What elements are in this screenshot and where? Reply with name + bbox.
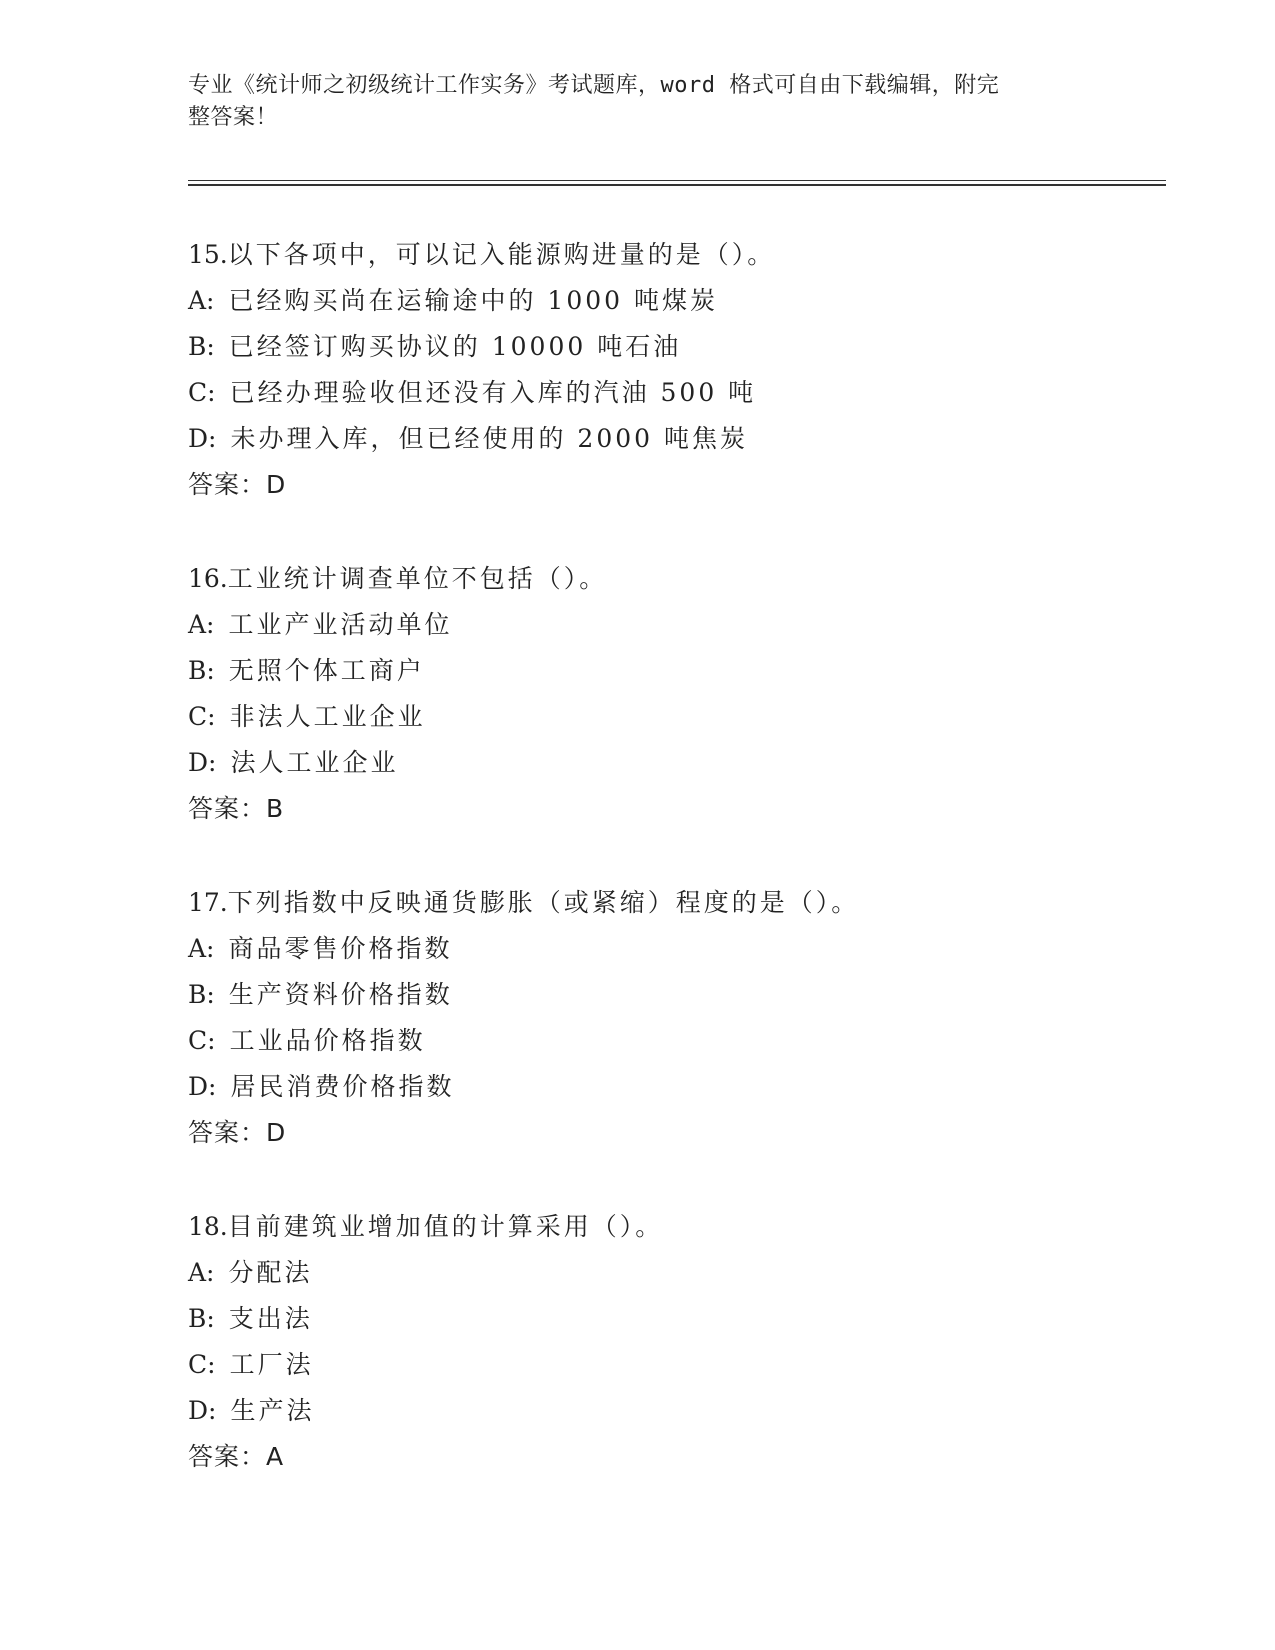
answer-line: 答案：D [188,1118,287,1147]
question-stem [188,232,1168,278]
option-a [188,1250,1168,1296]
answer-line: 答案：B [188,794,285,823]
option-text: 生产资料价格指数 [228,980,453,1009]
option-c [188,694,1168,740]
question-18 [188,1204,1168,1480]
question-number: 16. [188,564,228,593]
question-stem [188,556,1168,602]
option-text: 商品零售价格指数 [228,934,453,963]
option-c [188,370,1168,416]
option-text: 工业品价格指数 [229,1026,426,1055]
option-text: 已经办理验收但还没有入库的汽油 500 吨 [229,378,757,407]
option-text: 无照个体工商户 [228,656,425,685]
option-d [188,740,1168,786]
answer-line: 答案：D [188,470,287,499]
header-divider-thin [188,180,1166,181]
option-text: 分配法 [228,1258,313,1287]
question-text: 以下各项中，可以记入能源购进量的是（）。 [227,240,776,269]
question-text: 目前建筑业增加值的计算采用（）。 [227,1212,664,1241]
option-b [188,648,1168,694]
option-key: D: [188,1396,217,1425]
header-line-2: 整答案！ [188,105,279,130]
option-key: D: [188,748,217,777]
question-stem [188,880,1168,926]
question-17 [188,880,1168,1156]
option-text: 已经购买尚在运输途中的 1000 吨煤炭 [228,286,719,315]
option-key: C: [188,702,216,731]
option-key: B: [188,1304,215,1333]
option-key: D: [188,1072,217,1101]
answer-line: 答案：A [188,1442,285,1471]
question-number: 15. [188,240,228,269]
option-text: 法人工业企业 [230,748,399,777]
option-a [188,278,1168,324]
option-text: 居民消费价格指数 [230,1072,455,1101]
option-key: B: [188,656,215,685]
question-text: 工业统计调查单位不包括（）。 [227,564,608,593]
option-text: 工厂法 [229,1350,314,1379]
question-15 [188,232,1168,508]
option-b [188,972,1168,1018]
option-text: 已经签订购买协议的 10000 吨石油 [228,332,682,361]
option-text: 工业产业活动单位 [228,610,453,639]
page-header [188,70,1068,134]
header-divider-thick [188,184,1166,186]
option-key: C: [188,1026,216,1055]
question-list [188,232,1168,1528]
option-text: 未办理入库，但已经使用的 2000 吨焦炭 [230,424,748,453]
option-b [188,1296,1168,1342]
option-text: 支出法 [228,1304,313,1333]
option-c [188,1018,1168,1064]
question-text: 下列指数中反映通货膨胀（或紧缩）程度的是（）。 [227,888,860,917]
question-16 [188,556,1168,832]
header-line-1: 专业《统计师之初级统计工作实务》考试题库，word 格式可自由下载编辑，附完 [188,73,1000,98]
option-key: A: [188,1258,215,1287]
question-number: 18. [188,1212,228,1241]
option-d [188,1388,1168,1434]
option-key: B: [188,980,215,1009]
option-key: C: [188,1350,216,1379]
option-d [188,1064,1168,1110]
option-key: C: [188,378,216,407]
option-text: 非法人工业企业 [229,702,426,731]
option-a [188,926,1168,972]
option-text: 生产法 [230,1396,315,1425]
option-key: D: [188,424,217,453]
question-stem [188,1204,1168,1250]
option-key: B: [188,332,215,361]
question-number: 17. [188,888,228,917]
option-c [188,1342,1168,1388]
option-key: A: [188,286,215,315]
option-key: A: [188,610,215,639]
option-key: A: [188,934,215,963]
option-d [188,416,1168,462]
option-a [188,602,1168,648]
option-b [188,324,1168,370]
